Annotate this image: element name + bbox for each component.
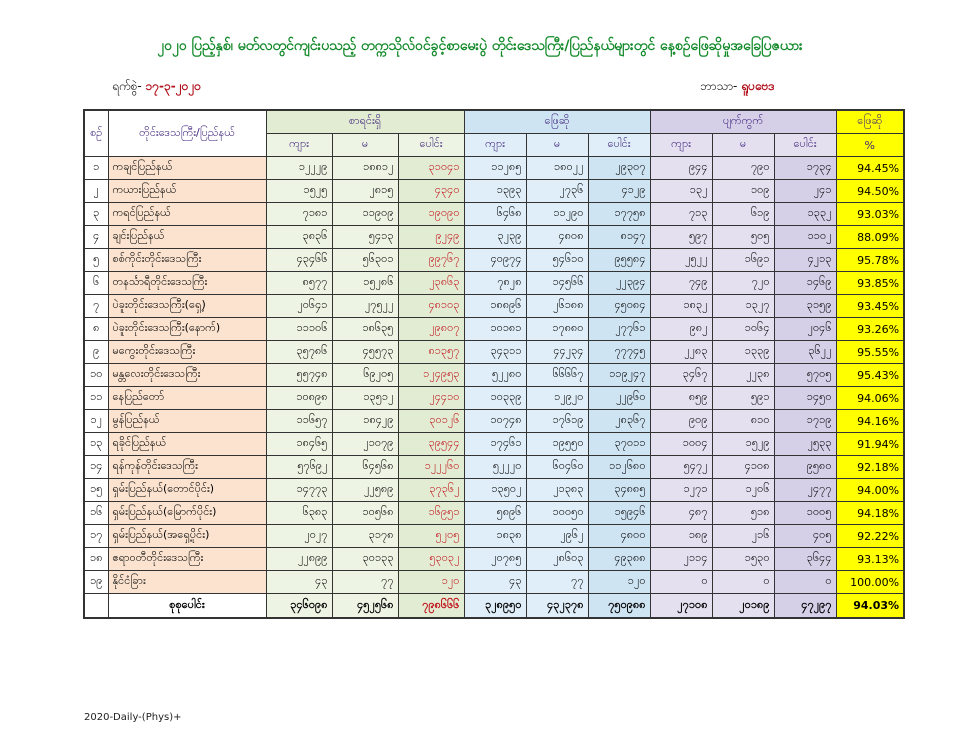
table-row [84,341,904,364]
table-row [84,502,904,525]
cell-name: တနင်္သာရီတိုင်းဒေသကြီး [108,272,266,295]
cell-rm: ၃၈၃၆ [266,226,332,249]
footer-note: 2020-Daily-(Phys)+ [84,712,182,723]
cell-idx: ၃ [84,203,108,226]
cell-name: နိုင်ငံခြား [108,571,266,594]
cell-rf: ၁၅၂၈၆ [332,272,398,295]
cell-name: မွန်ပြည်နယ် [108,410,266,433]
cell-rf: ၅၄၁၃ [332,226,398,249]
cell-sm: ၁၇၄၆၁ [464,433,526,456]
total-sf: ၄၃၂၃၇၈ [526,594,588,619]
cell-st: ၃၄၈၈၅ [588,479,650,502]
cell-sf: ၁၂၉၂၀ [526,387,588,410]
cell-at: ၁၄၅၀ [774,387,836,410]
cell-rf: ၂၈၁၅ [332,180,398,203]
cell-blank [84,594,108,619]
cell-rt: ၃၀၁၂၆ [398,410,464,433]
header-sat-female: မ [526,134,588,157]
cell-pct: 91.94% [836,433,904,456]
cell-am: ၁၈၃၂ [650,295,712,318]
cell-sm: ၂၀၇၈၅ [464,548,526,571]
cell-rt: ၂၄၄၁၀ [398,387,464,410]
cell-at: ၁၄၆၉ [774,272,836,295]
cell-rm: ၁၅၂၅ [266,180,332,203]
cell-rt: ၈၁၃၅၇ [398,341,464,364]
cell-af: ၁၆၉၁ [712,249,774,272]
cell-name: ပဲခူးတိုင်းဒေသကြီး(နောက်) [108,318,266,341]
cell-pct: 88.09% [836,226,904,249]
cell-idx: ၈ [84,318,108,341]
cell-st: ၄၈၀၀ [588,525,650,548]
total-sm: ၃၂၈၉၅၀ [464,594,526,619]
cell-am: ၄၈၇ [650,502,712,525]
cell-rm: ၄၃ [266,571,332,594]
report-title: ၂၀၂၀ ပြည့်နှစ်၊ မတ်လတွင်ကျင်းပသည့် တက္ကသိုလ်ဝင်ခွင့်စာမေးပွဲ တိုင်းဒေသကြီး/ပြည်နယ်များတွင် နေ့စဉ်ဖြေဆိုမှုအခြေပြဇယား [157,38,803,54]
cell-rf: ၁၈၆၃၅ [332,318,398,341]
table-row [84,525,904,548]
cell-af: ၁၂၀၆ [712,479,774,502]
cell-name: ချင်းပြည်နယ် [108,226,266,249]
header-abs-total: ပေါင်း [774,134,836,157]
cell-rt: ၅၂၀၅ [398,525,464,548]
cell-am: ၅၉၇ [650,226,712,249]
cell-rf: ၅၆၃၀၁ [332,249,398,272]
cell-am: ၂၂၈၃ [650,341,712,364]
cell-idx: ၄ [84,226,108,249]
cell-st: ၁၁၂၆၈၀ [588,456,650,479]
cell-name: ဧရာဝတီတိုင်းဒေသကြီး [108,548,266,571]
cell-sm: ၁၈၃၈ [464,525,526,548]
cell-rm: ၂၀၂၇ [266,525,332,548]
table-row [84,456,904,479]
cell-sm: ၇၈၂၈ [464,272,526,295]
cell-am: ၁၂၇၁ [650,479,712,502]
cell-rf: ၁၈၈၁၂ [332,157,398,180]
cell-rm: ၅၇၆၉၂ [266,456,332,479]
total-st: ၇၅၀၉၈၈ [588,594,650,619]
table-row [84,226,904,249]
cell-name: ကချင်ပြည်နယ် [108,157,266,180]
cell-sf: ၁၇၆၁၉ [526,410,588,433]
table-row [84,433,904,456]
cell-af: ၁၅၃၀ [712,548,774,571]
cell-rf: ၆၄၅၆၈ [332,456,398,479]
table-row [84,203,904,226]
cell-rt: ၂၉၈၀၇ [398,318,464,341]
cell-sm: ၁၈၈၉၆ [464,295,526,318]
cell-af: ၁၃၂၇ [712,295,774,318]
cell-sf: ၅၄၆၁၀ [526,249,588,272]
cell-am: ၂၁၁၄ [650,548,712,571]
cell-af: ၅၀၅ [712,226,774,249]
total-am: ၂၇၁၀၈ [650,594,712,619]
total-rt: ၇၉၈၆၆၆ [398,594,464,619]
cell-at: ၂၀၄၆ [774,318,836,341]
cell-idx: ၁၄ [84,456,108,479]
total-at: ၄၇၂၉၇ [774,594,836,619]
cell-rm: ၂၂၈၉၉ [266,548,332,571]
cell-am: ၅၄၇၂ [650,456,712,479]
cell-am: ၇၄၉ [650,272,712,295]
cell-rt: ၁၂၄၉၅၃ [398,364,464,387]
cell-rt: ၁၆၉၅၁ [398,502,464,525]
cell-pct: 94.18% [836,502,904,525]
cell-sf: ၂၁၃၈၃ [526,479,588,502]
cell-rm: ၄၃၄၆၆ [266,249,332,272]
cell-af: ၁၅၂၉ [712,433,774,456]
cell-af: ၀ [712,571,774,594]
cell-pct: 93.85% [836,272,904,295]
cell-am: ၈၅၉ [650,387,712,410]
cell-am: ၉၈၂ [650,318,712,341]
cell-af: ၅၁၈ [712,502,774,525]
cell-pct: 93.03% [836,203,904,226]
cell-pct: 93.26% [836,318,904,341]
cell-am: ၁၀၀၄ [650,433,712,456]
header-percent-unit: % [836,134,904,157]
total-rm: ၃၄၆၀၉၈ [266,594,332,619]
cell-name: ရှမ်းပြည်နယ်(အရှေ့ပိုင်း) [108,525,266,548]
cell-sf: ၂၉၆၂ [526,525,588,548]
cell-af: ၂၁၆ [712,525,774,548]
cell-st: ၂၂၉၆၀ [588,387,650,410]
cell-st: ၂၂၃၉၄ [588,272,650,295]
cell-at: ၄၀၅ [774,525,836,548]
cell-name: မကွေးတိုင်းဒေသကြီး [108,341,266,364]
cell-st: ၁၅၉၄၆ [588,502,650,525]
table-row [84,571,904,594]
cell-idx: ၂ [84,180,108,203]
cell-pct: 95.43% [836,364,904,387]
date-label: ရက်စွဲ- [112,79,142,93]
cell-rf: ၂၇၅၂၂ [332,295,398,318]
cell-sf: ၁၁၂၉၀ [526,203,588,226]
cell-sm: ၃၄၃၁၁ [464,341,526,364]
subject-line [700,78,775,96]
cell-pct: 94.45% [836,157,904,180]
cell-sf: ၁၄၅၆၆ [526,272,588,295]
table-row [84,272,904,295]
cell-idx: ၅ [84,249,108,272]
cell-rf: ၄၅၅၇၃ [332,341,398,364]
cell-at: ၉၅၈၀ [774,456,836,479]
cell-st: ၇၇၇၄၅ [588,341,650,364]
cell-rf: ၃၁၇၈ [332,525,398,548]
table-row [84,364,904,387]
cell-st: ၂၈၃၆၇ [588,410,650,433]
header-sat: ဖြေဆို [464,110,650,134]
cell-rm: ၈၅၇၇ [266,272,332,295]
cell-sm: ၁၀၁၈၁ [464,318,526,341]
cell-af: ၇၂၀ [712,272,774,295]
table-body [84,157,904,619]
cell-st: ၈၁၄၇ [588,226,650,249]
header-sat-total: ပေါင်း [588,134,650,157]
cell-rt: ၁၂၀ [398,571,464,594]
cell-sf: ၁၈၀၂၂ [526,157,588,180]
cell-pct: 94.50% [836,180,904,203]
cell-rf: ၆၉၂၀၅ [332,364,398,387]
cell-idx: ၁၅ [84,479,108,502]
cell-st: ၄၅၀၈၄ [588,295,650,318]
cell-rf: ၁၈၄၂၉ [332,410,398,433]
cell-st: ၁၂၀ [588,571,650,594]
header-index: စဉ် [84,110,108,157]
cell-name: ရှမ်းပြည်နယ်(တောင်ပိုင်း) [108,479,266,502]
cell-sm: ၃၂၃၉ [464,226,526,249]
cell-rf: ၁၁၉၀၉ [332,203,398,226]
cell-rt: ၁၂၂၂၆၀ [398,456,464,479]
cell-rm: ၁၈၄၆၅ [266,433,332,456]
cell-st: ၁၁၉၂၄၇ [588,364,650,387]
cell-at: ၁၇၃၄ [774,157,836,180]
cell-pct: 94.16% [836,410,904,433]
header-reg-male: ကျား [266,134,332,157]
cell-sm: ၁၀၃၃၉ [464,387,526,410]
cell-at: ၁၁၀၂ [774,226,836,249]
cell-sm: ၅၈၉၆ [464,502,526,525]
cell-sm: ၅၂၂၂၀ [464,456,526,479]
cell-name: ကယားပြည်နယ် [108,180,266,203]
cell-rf: ၂၂၅၈၉ [332,479,398,502]
cell-at: ၂၄၇၇ [774,479,836,502]
cell-pct: 93.13% [836,548,904,571]
cell-am: ၃၄၆၇ [650,364,712,387]
cell-name: နေပြည်တော် [108,387,266,410]
cell-sm: ၅၂၂၈၀ [464,364,526,387]
cell-rf: ၁၃၅၁၂ [332,387,398,410]
cell-rm: ၁၄၇၇၃ [266,479,332,502]
cell-idx: ၁၈ [84,548,108,571]
cell-rt: ၉၂၄၉ [398,226,464,249]
table-row [84,157,904,180]
cell-pct: 95.55% [836,341,904,364]
header-reg-female: မ [332,134,398,157]
cell-rm: ၃၅၇၈၆ [266,341,332,364]
total-pct: 94.03% [836,594,904,619]
cell-at: ၃၆၄၄ [774,548,836,571]
table-row [84,479,904,502]
cell-st: ၉၅၅၈၄ [588,249,650,272]
cell-sf: ၆၆၆၆၇ [526,364,588,387]
statistics-table [83,109,905,619]
cell-am: ၉၀၉ [650,410,712,433]
cell-am: ၇၁၃ [650,203,712,226]
cell-rt: ၄၃၄၀ [398,180,464,203]
cell-sm: ၄၀၉၇၄ [464,249,526,272]
cell-st: ၂၇၇၆၁ [588,318,650,341]
cell-am: ၁၃၂ [650,180,712,203]
cell-sm: ၁၃၉၃ [464,180,526,203]
cell-at: ၂၅၃၃ [774,433,836,456]
total-label: စုစုပေါင်း [108,594,266,619]
cell-rm: ၇၁၈၁ [266,203,332,226]
cell-rm: ၁၂၂၂၉ [266,157,332,180]
cell-st: ၂၉၃၀၇ [588,157,650,180]
cell-idx: ၁၂ [84,410,108,433]
cell-at: ၅၇၀၅ [774,364,836,387]
cell-idx: ၁ [84,157,108,180]
cell-rm: ၆၃၈၃ [266,502,332,525]
cell-pct: 95.78% [836,249,904,272]
subject-label: ဘာသာ- [700,79,738,93]
table-row [84,387,904,410]
cell-sf: ၄၈၀၈ [526,226,588,249]
cell-rm: ၅၅၇၄၈ [266,364,332,387]
cell-af: ၆၁၉ [712,203,774,226]
header-region: တိုင်းဒေသကြီး/ပြည်နယ် [108,110,266,157]
cell-sf: ၁၉၅၅၀ [526,433,588,456]
cell-name: ရခိုင်ပြည်နယ် [108,433,266,456]
cell-rt: ၂၃၈၆၃ [398,272,464,295]
cell-idx: ၁၃ [84,433,108,456]
cell-rf: ၁၀၅၆၈ [332,502,398,525]
cell-at: ၁၃၃၂ [774,203,836,226]
cell-sm: ၆၄၆၈ [464,203,526,226]
table-row [84,249,904,272]
cell-am: ၁၈၉ [650,525,712,548]
cell-sm: ၁၃၅၀၂ [464,479,526,502]
cell-name: ကရင်ပြည်နယ် [108,203,266,226]
header-registered: စာရင်းရှိ [266,110,464,134]
cell-sf: ၁၇၈၈၀ [526,318,588,341]
cell-sf: ၂၈၆၀၃ [526,548,588,571]
cell-idx: ၁၇ [84,525,108,548]
total-row [84,594,904,619]
cell-rt: ၃၉၅၄၄ [398,433,464,456]
cell-sf: ၇၇ [526,571,588,594]
cell-am: ၂၅၂၂ [650,249,712,272]
cell-at: ၃၁၅၉ [774,295,836,318]
cell-pct: 94.00% [836,479,904,502]
cell-sf: ၆၀၄၆၀ [526,456,588,479]
header-abs-male: ကျား [650,134,712,157]
cell-rt: ၅၃၀၃၂ [398,548,464,571]
header-absent: ပျက်ကွက် [650,110,836,134]
table-row [84,548,904,571]
cell-rf: ၇၇ [332,571,398,594]
cell-sm: ၄၃ [464,571,526,594]
cell-idx: ၁၀ [84,364,108,387]
cell-pct: 92.22% [836,525,904,548]
cell-idx: ၇ [84,295,108,318]
cell-af: ၁၃၃၉ [712,341,774,364]
total-rf: ၄၅၂၅၆၈ [332,594,398,619]
cell-at: ၂၄၁ [774,180,836,203]
date-value: ၁၇-၃-၂၀၂၀ [145,79,202,93]
cell-sf: ၂၆၁၈၈ [526,295,588,318]
cell-name: မန္တလေးတိုင်းဒေသကြီး [108,364,266,387]
cell-rt: ၃၁၀၄၁ [398,157,464,180]
table-row [84,318,904,341]
cell-rt: ၄၈၁၀၃ [398,295,464,318]
cell-st: ၄၁၂၉ [588,180,650,203]
cell-pct: 92.18% [836,456,904,479]
cell-at: ၀ [774,571,836,594]
cell-idx: ၁၁ [84,387,108,410]
cell-name: ရန်ကုန်တိုင်းဒေသကြီး [108,456,266,479]
cell-sf: ၂၇၃၆ [526,180,588,203]
cell-pct: 100.00% [836,571,904,594]
cell-st: ၃၇၀၁၁ [588,433,650,456]
cell-af: ၄၁၀၈ [712,456,774,479]
cell-sm: ၁၁၂၈၅ [464,157,526,180]
cell-pct: 93.45% [836,295,904,318]
cell-rm: ၁၀၈၉၈ [266,387,332,410]
cell-pct: 94.06% [836,387,904,410]
cell-af: ၂၂၃၈ [712,364,774,387]
cell-at: ၃၆၂၂ [774,341,836,364]
cell-rf: ၂၁၀၇၉ [332,433,398,456]
cell-name: ရှမ်းပြည်နယ်(မြောက်ပိုင်း) [108,502,266,525]
cell-at: ၁၇၁၉ [774,410,836,433]
header-percent-title: ဖြေဆို [836,110,904,134]
subject-value: ရူပဗေဒ [741,79,775,93]
cell-af: ၇၉၀ [712,157,774,180]
cell-rf: ၃၀၁၃၃ [332,548,398,571]
cell-st: ၄၉၃၈၈ [588,548,650,571]
table-row [84,410,904,433]
cell-af: ၅၉၁ [712,387,774,410]
cell-sm: ၁၀၇၄၈ [464,410,526,433]
table-row [84,180,904,203]
cell-sf: ၄၄၂၃၄ [526,341,588,364]
cell-name: စစ်ကိုင်းတိုင်းဒေသကြီး [108,249,266,272]
cell-rm: ၂၀၆၄၁ [266,295,332,318]
cell-rt: ၁၉၀၉၀ [398,203,464,226]
cell-idx: ၉ [84,341,108,364]
cell-am: ၀ [650,571,712,594]
cell-at: ၁၀၀၅ [774,502,836,525]
header-reg-total: ပေါင်း [398,134,464,157]
cell-rm: ၁၁၁၀၆ [266,318,332,341]
cell-name: ပဲခူးတိုင်းဒေသကြီး(ရှေ့) [108,295,266,318]
cell-at: ၄၂၁၃ [774,249,836,272]
cell-idx: ၁၉ [84,571,108,594]
header-abs-female: မ [712,134,774,157]
table-row [84,295,904,318]
cell-idx: ၁၆ [84,502,108,525]
cell-rt: ၃၇၃၆၂ [398,479,464,502]
header-sat-male: ကျား [464,134,526,157]
cell-af: ၁၀၉ [712,180,774,203]
total-af: ၂၀၁၈၉ [712,594,774,619]
cell-sf: ၁၀၀၅၀ [526,502,588,525]
cell-rt: ၉၉၇၆၇ [398,249,464,272]
date-line [112,78,201,96]
cell-af: ၈၁၀ [712,410,774,433]
cell-af: ၁၀၆၄ [712,318,774,341]
cell-st: ၁၇၇၅၈ [588,203,650,226]
cell-am: ၉၄၄ [650,157,712,180]
cell-idx: ၆ [84,272,108,295]
cell-rm: ၁၁၆၅၇ [266,410,332,433]
